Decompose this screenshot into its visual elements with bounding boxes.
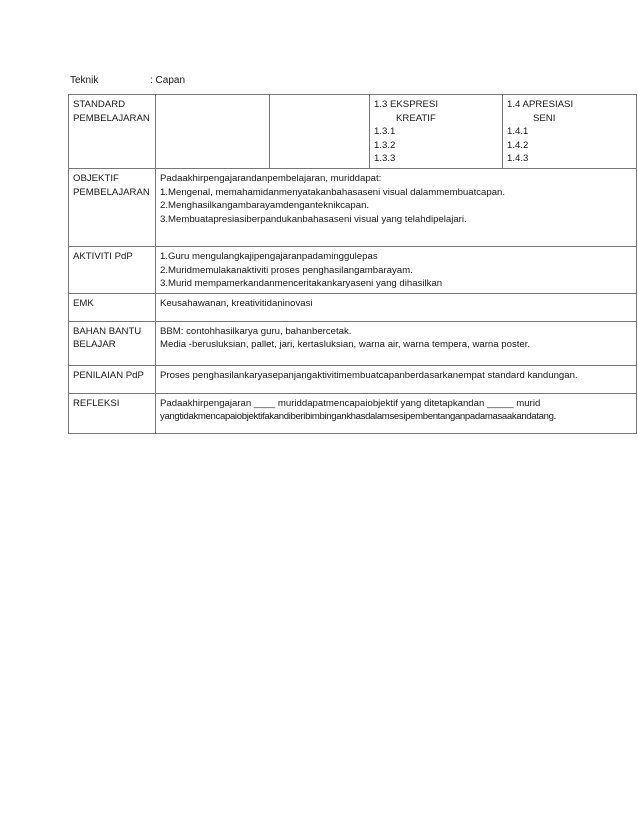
standard-1-3-cell (370, 95, 503, 169)
row-label-line: AKTIVITI PdP (73, 250, 133, 262)
standard-1-3-subtitle: KREATIF (396, 112, 436, 124)
lesson-plan-table (68, 94, 637, 434)
refleksi-row (69, 393, 637, 433)
content-line: 3.Murid mempamerkandanmenceritakankaryaseni yang dihasilkan (160, 278, 443, 290)
content-line: Media -berusluksian, pallet, jari, kertasluksian, warna air, warna tempera, warna poster. (160, 339, 531, 351)
refleksi-content-cell (156, 393, 637, 433)
emk-content-cell (156, 293, 637, 321)
objektif-row (69, 168, 637, 246)
row-label-line: EMK (73, 297, 94, 309)
content-line: yangtidakmencapaiobjektifakandiberibimbingankhasdalamsesipembentanganpadamasaakandatang. (160, 411, 556, 423)
row-label-line: PEMBELAJARAN (73, 186, 150, 198)
content-line: Keusahawanan, kreativitidaninovasi (160, 297, 313, 309)
content-line: 2.Muridmemulakanaktiviti proses penghasilangambarayam. (160, 264, 413, 276)
content-line: BBM: contohhasilkarya guru, bahanbercetak. (160, 325, 352, 337)
content-line: 1.Guru mengulangkajipengajaranpadaminggulepas (160, 250, 378, 262)
objektif-content-cell (156, 168, 637, 246)
standard-item: 1.3.3 (374, 153, 396, 165)
content-line: 3.Membuatapresiasiberpandukanbahasaseni visual yang telahdipelajari. (160, 213, 467, 225)
row-label-line: REFLEKSI (73, 397, 120, 409)
objektif-label-cell (69, 168, 156, 246)
row-label-line: BELAJAR (73, 339, 116, 351)
empty-cell (270, 95, 370, 169)
emk-row (69, 293, 637, 321)
content-line: 1.Mengenal, memahamidanmenyatakanbahasaseni visual dalammembuatcapan. (160, 186, 506, 198)
bahan-label-cell (69, 321, 156, 365)
standard-item: 1.4.3 (507, 153, 529, 165)
empty-cell (156, 95, 270, 169)
penilaian-row (69, 365, 637, 393)
bahan-content-cell (156, 321, 637, 365)
bahan-row (69, 321, 637, 365)
row-label-line: BAHAN BANTU (73, 325, 142, 337)
content-line: Padaakhirpengajaran ____ muriddapatmencapaiobjektif yang ditetapkandan _____ murid (160, 397, 541, 409)
aktiviti-row (69, 246, 637, 293)
standard-1-4-cell (503, 95, 637, 169)
emk-label-cell (69, 293, 156, 321)
standard-item: 1.4.1 (507, 126, 529, 138)
content-line: 2.Menghasilkangambarayamdenganteknikcapan. (160, 200, 370, 212)
standard-1-4-subtitle: SENI (533, 112, 556, 124)
standard-label-cell (69, 95, 156, 169)
standard-item: 1.4.2 (507, 139, 529, 151)
standard-label-line: PEMBELAJARAN (73, 112, 150, 124)
standard-item: 1.3.2 (374, 139, 396, 151)
refleksi-label-cell (69, 393, 156, 433)
row-label-line: OBJEKTIF (73, 172, 119, 184)
standard-item: 1.3.1 (374, 126, 396, 138)
teknik-line (70, 75, 185, 86)
teknik-label: Teknik (70, 75, 99, 86)
standard-1-4-title: 1.4 APRESIASI (507, 99, 574, 110)
content-line: Padaakhirpengajarandanpembelajaran, muriddapat: (160, 172, 382, 184)
penilaian-label-cell (69, 365, 156, 393)
row-label-line: PENILAIAN PdP (73, 369, 144, 381)
aktiviti-content-cell (156, 246, 637, 293)
content-line: Proses penghasilankaryasepanjangaktivitimembuatcapanberdasarkanempat standard kandungan. (160, 369, 578, 381)
aktiviti-label-cell (69, 246, 156, 293)
standard-label-line: STANDARD (73, 99, 126, 110)
teknik-value: : Capan (150, 75, 186, 86)
penilaian-content-cell (156, 365, 637, 393)
standard-1-3-title: 1.3 EKSPRESI (374, 99, 438, 110)
standard-row (69, 95, 637, 169)
